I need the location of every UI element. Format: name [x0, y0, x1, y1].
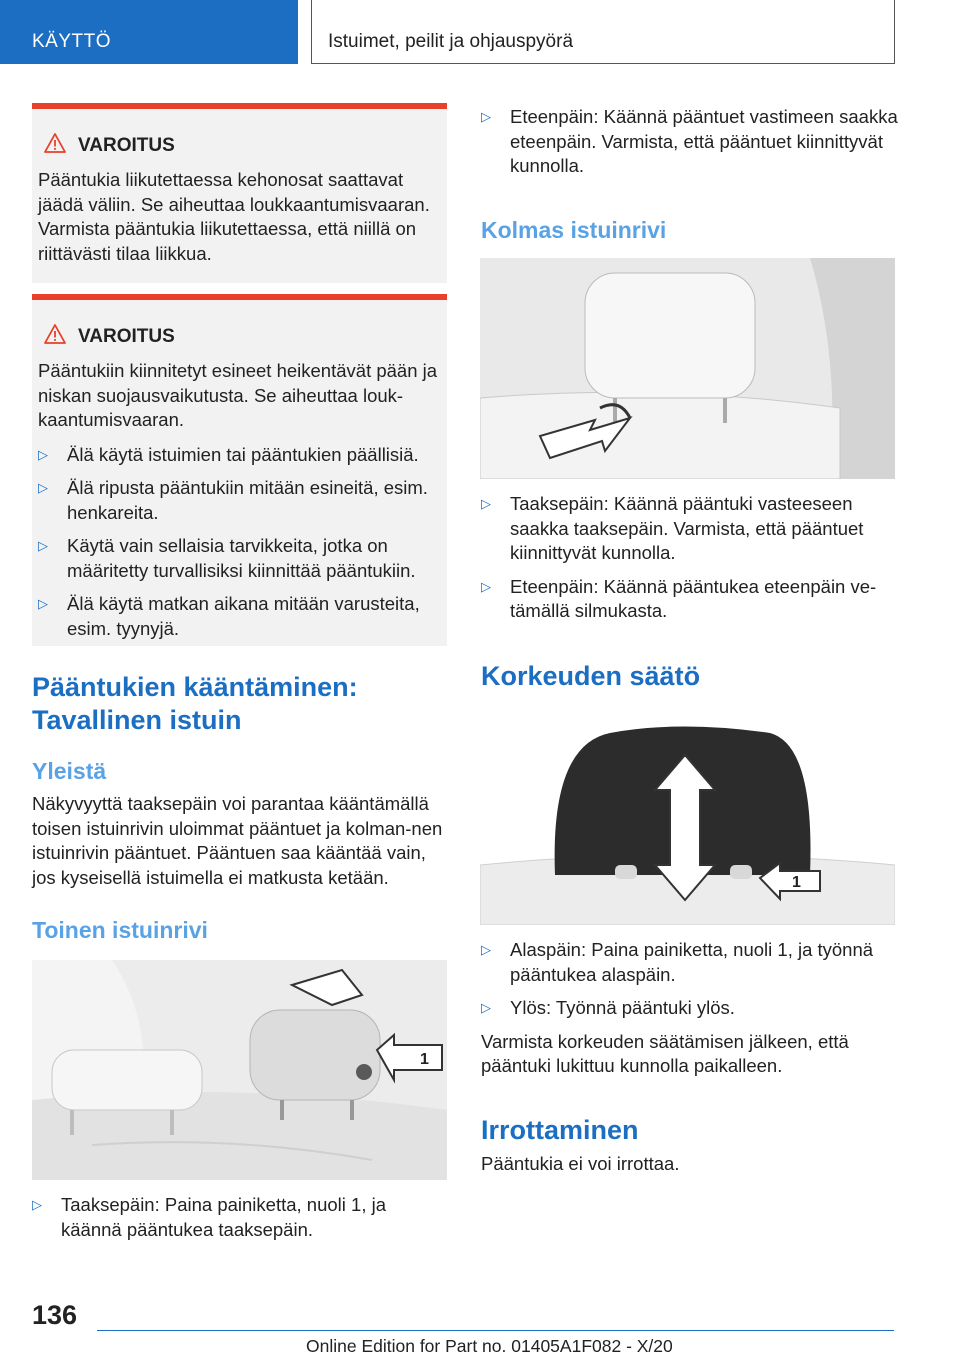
section-tab — [0, 0, 298, 64]
section-title: KÄYTTÖ — [32, 31, 112, 52]
removal-paragraph: Pääntukia ei voi irrottaa. — [481, 1153, 680, 1174]
warning-box-2 — [32, 294, 447, 646]
warning-text: Pääntukiin kiinnitetyt esineet heikentävät pään ja niskan suojausvaikutusta. Se aiheuttaa louk-kaantumisvaaran. — [38, 360, 438, 430]
second-row-headrest-image — [32, 960, 447, 1180]
height-item: ▷ Alaspäin: Paina painiketta, nuoli 1, ja työnnä pääntukea alaspäin. — [481, 938, 886, 987]
subheading-second-row: Toinen istuinrivi — [32, 917, 208, 943]
warning-text: Pääntukia liikutettaessa kehonosat saattavat jäädä väliin. Se aiheuttaa loukkaantumisvaaran. Varmista pääntukia liikutettaessa, että niillä on riittävästi tilaa liikkua. — [38, 169, 430, 264]
warning-triangle-icon — [44, 324, 66, 344]
chapter-title: Istuimet, peilit ja ohjauspyörä — [328, 31, 574, 52]
third-row-item: ▷ Taaksepäin: Käännä pääntuki vasteeseen saakka taaksepäin. Varmista, että pääntuet kiinnittyvät kunnolla. — [481, 492, 886, 566]
warning-list-item: ▷ Älä käytä istuimien tai pääntukien päällisiä. — [38, 443, 444, 468]
third-row-headrest-image — [480, 258, 895, 479]
third-row-item: ▷ Eteenpäin: Käännä pääntukea eteenpäin ve-tämällä silmukasta. — [481, 575, 886, 624]
second-row-item: ▷ Taaksepäin: Paina painiketta, nuoli 1, ja käännä pääntukea taaksepäin. — [32, 1193, 441, 1242]
height-heading: Korkeuden säätö — [481, 661, 701, 691]
section-heading: Pääntukien kääntäminen: Tavallinen istuin — [32, 672, 358, 735]
footer-edition: Online Edition for Part no. 01405A1F082 - X/20 — [306, 1336, 673, 1356]
forward-item: ▷ Eteenpäin: Käännä pääntuet vastimeen saakka eteenpäin. Varmista, että pääntuet kiinnittyvät kunnolla. — [481, 105, 915, 179]
warning-list-item: ▷ Älä ripusta pääntukiin mitään esineitä, esim. henkareita. — [38, 476, 444, 525]
removal-heading: Irrottaminen — [481, 1115, 639, 1145]
subheading-third-row: Kolmas istuinrivi — [481, 217, 667, 243]
height-item: ▷ Ylös: Työnnä pääntuki ylös. — [481, 996, 886, 1021]
callout-label: 1 — [792, 874, 801, 891]
footer-divider — [97, 1330, 894, 1331]
height-adjust-image — [480, 715, 895, 925]
warning-title: VAROITUS — [78, 135, 175, 156]
callout-label: 1 — [420, 1051, 429, 1068]
warning-triangle-icon — [44, 133, 66, 153]
warning-box-1 — [32, 103, 447, 283]
subheading-general: Yleistä — [32, 758, 107, 784]
page-number: 136 — [32, 1300, 78, 1330]
warning-list-item: ▷ Älä käytä matkan aikana mitään varusteita, esim. tyynyjä. — [38, 592, 444, 641]
general-paragraph: Näkyvyyttä taaksepäin voi parantaa kääntämällä toisen istuinrivin uloimmat pääntuet ja kolman-nen istuinrivin pääntuet. Pääntuen saa kääntää vain, jos kyseisellä istuimella ei matkusta ketään. — [32, 793, 443, 888]
height-paragraph: Varmista korkeuden säätämisen jälkeen, että pääntuki lukittuu kunnolla paikalleen. — [481, 1030, 849, 1076]
warning-title: VAROITUS — [78, 326, 175, 347]
warning-list-item: ▷ Käytä vain sellaisia tarvikkeita, jotka on määritetty turvallisiksi kiinnittää pääntukiin. — [38, 534, 444, 583]
chapter-header — [311, 0, 895, 64]
